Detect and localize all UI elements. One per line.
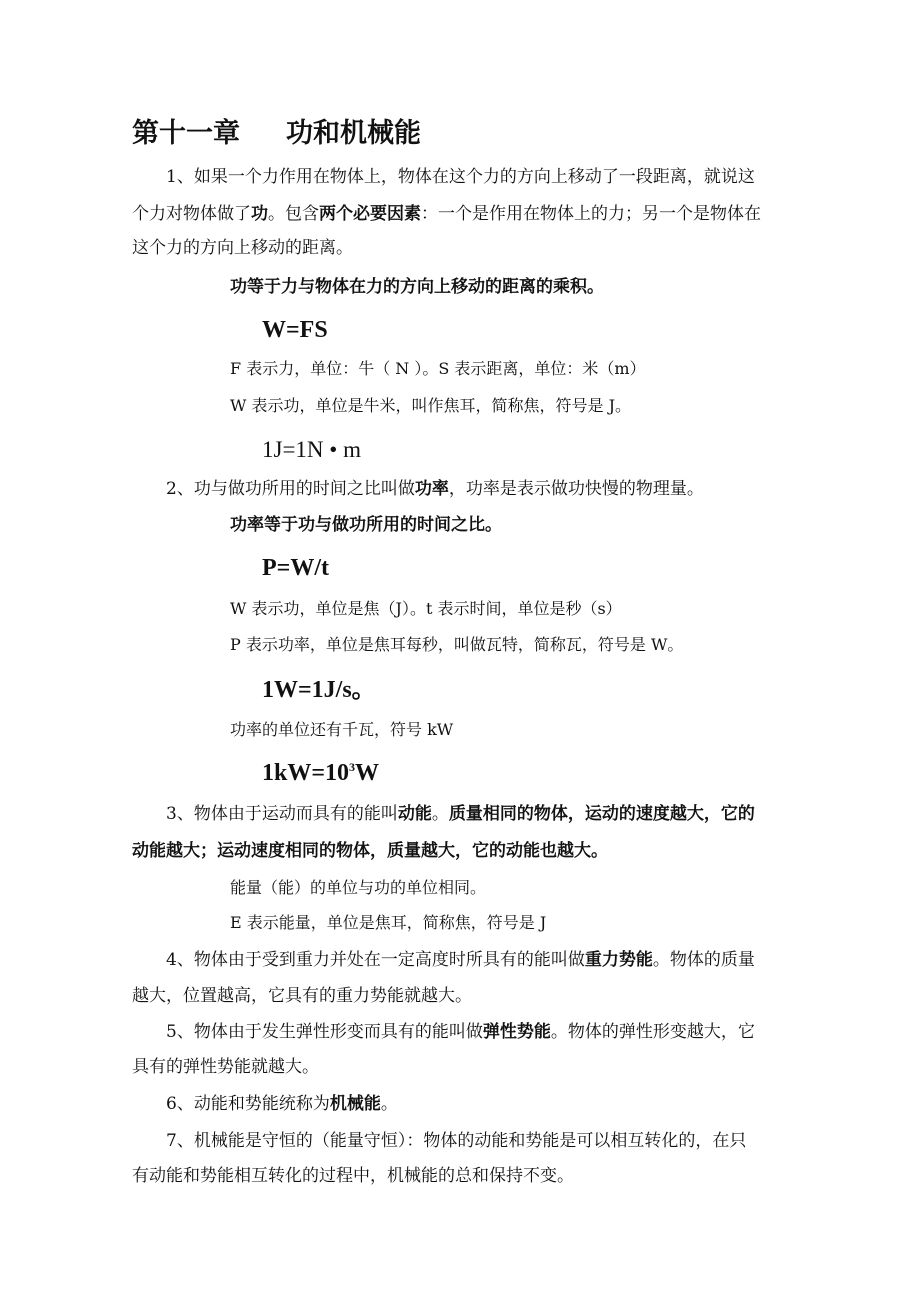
energy-unit-line1: 能量（能）的单位与功的单位相同。 [230,878,487,897]
p5-text: 5、物体由于发生弹性形变而具有的能叫做 [166,1022,483,1042]
joule-formula: 1J=1N • m [262,437,361,462]
kilowatt-formula-base: 1kW=10 [262,760,350,786]
term-power: 功率 [414,479,449,499]
p1-line2 [132,206,761,223]
power-unit-line3: 功率的单位还有千瓦，符号 kW [230,720,454,739]
p4-line1 [166,952,755,969]
p2-text: ，功率是表示做功快慢的物理量。 [448,479,704,499]
p6-line1 [166,1096,398,1113]
p2-text: 2、功与做功所用的时间之比叫做 [166,479,415,499]
power-definition: 功率等于功与做功所用的时间之比。 [230,515,502,535]
term-mechanical-energy: 机械能 [329,1094,381,1114]
p6-text: 6、动能和势能统称为 [166,1094,330,1114]
chapter-title [132,120,421,147]
work-unit-line1: F 表示力，单位：牛（ N ）。S 表示距离，单位：米（m） [230,359,646,378]
work-definition: 功等于力与物体在力的方向上移动的距离的乘积。 [230,277,604,297]
p3-text: 。 [431,804,449,824]
term-work: 功 [251,204,268,224]
p1-text: 个力对物体做了 [132,204,251,224]
p5-line1 [166,1024,755,1041]
p3-line1 [166,806,755,823]
p4-line2: 越大，位置越高，它具有的重力势能就越大。 [132,986,472,1006]
power-unit-line1: W 表示功，单位是焦（J）。t 表示时间，单位是秒（s） [230,599,622,618]
p1-line1: 1、如果一个力作用在物体上，物体在这个力的方向上移动了一段距离，就说这 [166,167,755,187]
kilowatt-formula-unit: W [355,760,380,786]
energy-unit-line2: E 表示能量，单位是焦耳，简称焦，符号是 J [230,913,547,932]
p4-text: 4、物体由于受到重力并处在一定高度时所具有的能叫做 [166,950,585,970]
p1-text: 。包含 [268,204,319,224]
p2-line1 [166,481,704,498]
p3-text: 3、物体由于运动而具有的能叫 [166,804,398,824]
p3-line2: 动能越大；运动速度相同的物体，质量越大，它的动能也越大。 [132,841,608,861]
work-formula: W=FS [262,317,328,343]
chapter-topic: 功和机械能 [286,118,421,149]
term-elastic-potential-energy: 弹性势能 [482,1022,551,1042]
power-unit-line2: P 表示功率，单位是焦耳每秒，叫做瓦特，简称瓦，符号是 W。 [230,635,684,654]
p6-text: 。 [380,1094,398,1114]
term-two-factors: 两个必要因素 [319,204,421,224]
work-unit-line2: W 表示功，单位是牛米，叫作焦耳，简称焦，符号是 J。 [230,396,632,415]
kilowatt-formula [262,761,379,785]
p3-bold-text: 质量相同的物体，运动的速度越大，它的 [448,804,755,824]
power-formula: P=W/t [262,555,329,581]
watt-formula: 1W=1J/s。 [262,677,376,703]
p1-line3: 这个力的方向上移动的距离。 [132,238,353,258]
term-gravitational-potential-energy: 重力势能 [584,950,653,970]
p5-line2: 具有的弹性势能就越大。 [132,1057,319,1077]
chapter-number: 第十一章 [132,118,240,149]
kilowatt-formula-exponent: 3 [349,760,356,774]
p7-line2: 有动能和势能相互转化的过程中，机械能的总和保持不变。 [132,1166,574,1186]
term-kinetic-energy: 动能 [397,804,432,824]
p5-text: 。物体的弹性形变越大，它 [550,1022,755,1042]
p7-line1: 7、机械能是守恒的（能量守恒）：物体的动能和势能是可以相互转化的，在只 [166,1131,747,1151]
p4-text: 。物体的质量 [652,950,755,970]
p1-text: ：一个是作用在物体上的力；另一个是物体在 [421,204,761,224]
